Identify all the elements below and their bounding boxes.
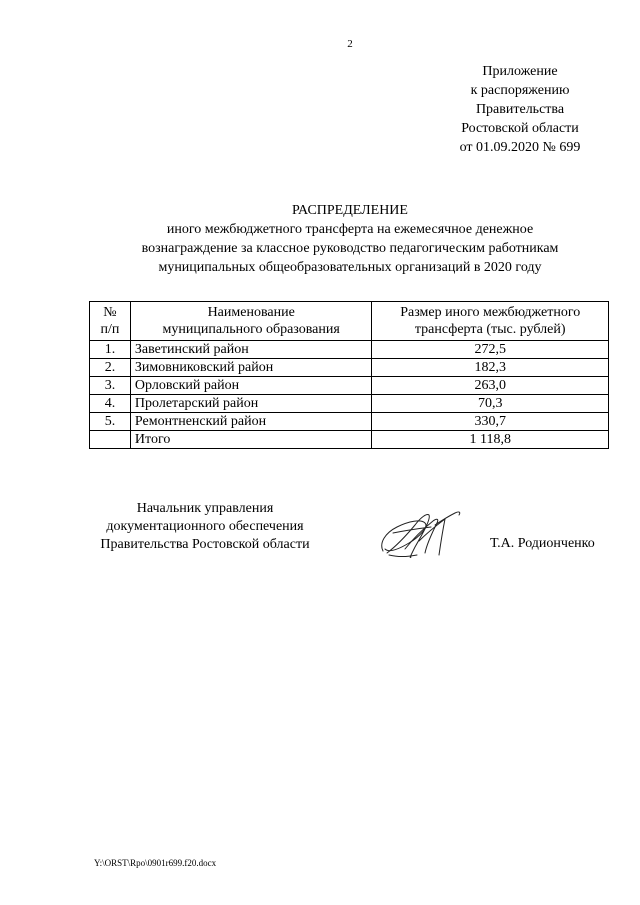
header-name-line1: Наименование	[207, 305, 295, 320]
total-label: Итого	[130, 431, 372, 449]
header-amount	[372, 302, 609, 341]
appendix-line: Ростовской области	[461, 121, 579, 136]
row-number: 1.	[90, 341, 131, 359]
row-name: Орловский район	[130, 377, 372, 395]
table-row	[90, 359, 609, 377]
row-amount: 182,3	[372, 359, 609, 377]
row-name: Заветинский район	[130, 341, 372, 359]
row-number: 4.	[90, 395, 131, 413]
row-number: 5.	[90, 413, 131, 431]
table-total-row	[90, 431, 609, 449]
appendix-line: к распоряжению	[470, 83, 570, 98]
table-row	[90, 413, 609, 431]
row-number: 3.	[90, 377, 131, 395]
signer-name: Т.А. Родионченко	[490, 536, 595, 551]
signer-title-line: Правительства Ростовской области	[100, 537, 310, 552]
title-line: муниципальных общеобразовательных организаций в 2020 году	[158, 260, 542, 275]
header-number	[90, 302, 131, 341]
row-amount: 70,3	[372, 395, 609, 413]
header-amount-line2: трансферта (тыс. рублей)	[414, 322, 566, 337]
header-amount-line1: Размер иного межбюджетного	[400, 305, 581, 320]
header-number-line2: п/п	[100, 322, 120, 337]
header-name-line2: муниципального образования	[162, 322, 340, 337]
header-number-line1: №	[103, 305, 117, 320]
transfer-table	[89, 301, 609, 449]
table-header-row	[90, 302, 609, 341]
title-line: вознаграждение за классное руководство педагогическим работникам	[141, 241, 559, 256]
footer-file-path: Y:\ORST\Rpo\0901r699.f20.docx	[94, 858, 217, 868]
appendix-line: Приложение	[482, 64, 558, 79]
signer-title-line: документационного обеспечения	[106, 519, 304, 534]
table-row	[90, 341, 609, 359]
row-number: 2.	[90, 359, 131, 377]
row-amount: 272,5	[372, 341, 609, 359]
document-title	[60, 201, 640, 277]
table-row	[90, 377, 609, 395]
total-amount: 1 118,8	[372, 431, 609, 449]
page-number: 2	[347, 38, 353, 50]
title-heading: РАСПРЕДЕЛЕНИЕ	[292, 203, 408, 218]
header-name	[130, 302, 372, 341]
signer-position	[70, 500, 340, 554]
appendix-line: Правительства	[475, 102, 565, 117]
row-amount: 263,0	[372, 377, 609, 395]
title-line: иного межбюджетного трансферта на ежемесячное денежное	[166, 222, 534, 237]
table-row	[90, 395, 609, 413]
appendix-line: от 01.09.2020 № 699	[459, 140, 581, 155]
appendix-note	[440, 62, 600, 157]
signature-image	[375, 503, 470, 563]
total-number	[90, 431, 131, 449]
row-name: Ремонтненский район	[130, 413, 372, 431]
row-name: Пролетарский район	[130, 395, 372, 413]
signer-title-line: Начальник управления	[136, 501, 274, 516]
row-name: Зимовниковский район	[130, 359, 372, 377]
row-amount: 330,7	[372, 413, 609, 431]
